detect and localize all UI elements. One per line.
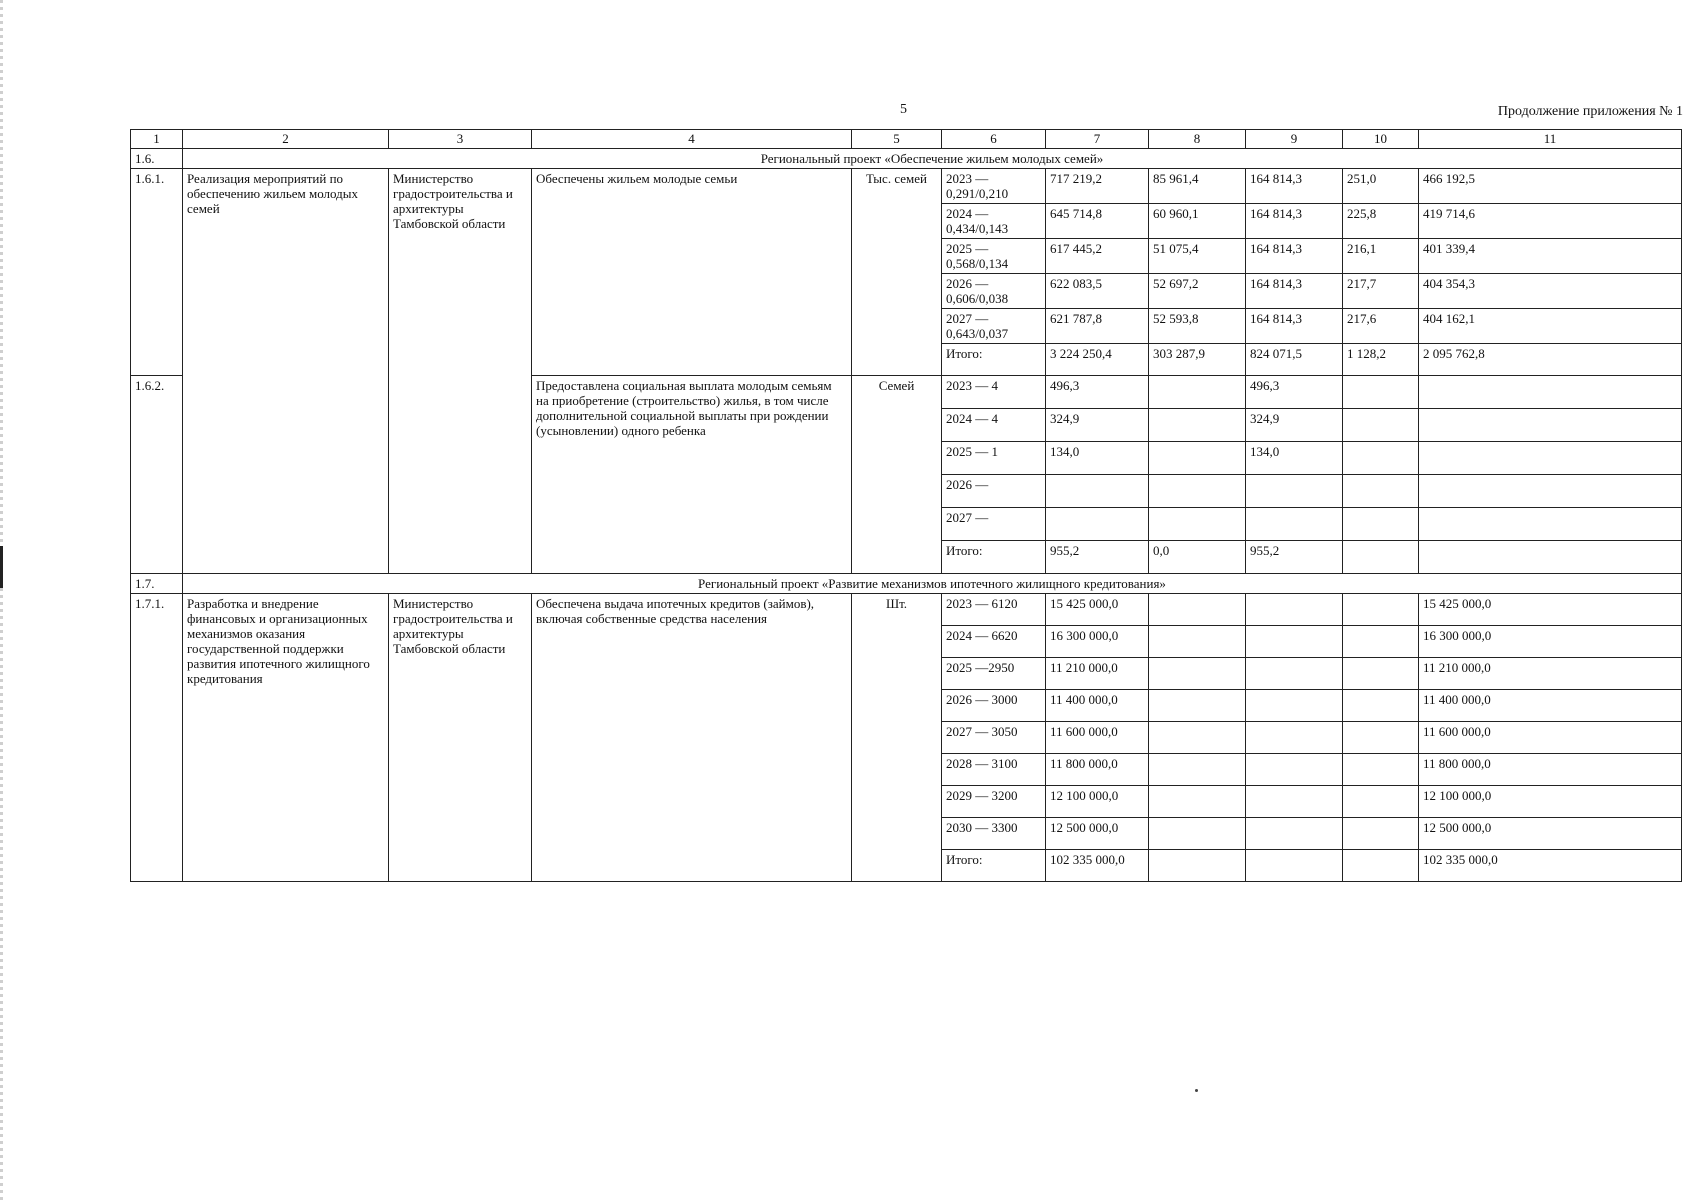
year-value-cell: 2025 —2950 xyxy=(942,658,1046,690)
total-amount-cell xyxy=(1046,475,1149,508)
amount-cell: 0,0 xyxy=(1149,541,1246,574)
measure-cell: Реализация мероприятий по обеспечению жильем молодых семей xyxy=(183,169,389,574)
measure-cell: Разработка и внедрение финансовых и организационных механизмов оказания государственной поддержки развития ипотечного жилищного кредитования xyxy=(183,594,389,882)
amount-cell xyxy=(1343,722,1419,754)
total-amount-cell: 955,2 xyxy=(1046,541,1149,574)
program-table xyxy=(130,129,1682,882)
year-value-cell: 2023 — 4 xyxy=(942,376,1046,409)
total-amount-cell: 11 800 000,0 xyxy=(1046,754,1149,786)
amount-cell xyxy=(1419,409,1682,442)
amount-cell xyxy=(1246,850,1343,882)
amount-cell xyxy=(1343,658,1419,690)
amount-cell xyxy=(1343,475,1419,508)
amount-cell: 216,1 xyxy=(1343,239,1419,274)
year-value-cell: 2026 — 0,606/0,038 xyxy=(942,274,1046,309)
amount-cell: 11 400 000,0 xyxy=(1419,690,1682,722)
total-amount-cell: 12 500 000,0 xyxy=(1046,818,1149,850)
column-header: 3 xyxy=(389,130,532,149)
section-code: 1.7. xyxy=(131,574,183,594)
amount-cell xyxy=(1343,626,1419,658)
amount-cell xyxy=(1149,626,1246,658)
total-label-cell: Итого: xyxy=(942,850,1046,882)
amount-cell: 404 162,1 xyxy=(1419,309,1682,344)
amount-cell xyxy=(1343,508,1419,541)
amount-cell xyxy=(1246,508,1343,541)
amount-cell: 164 814,3 xyxy=(1246,274,1343,309)
column-header: 8 xyxy=(1149,130,1246,149)
amount-cell: 217,7 xyxy=(1343,274,1419,309)
table-row xyxy=(131,169,1682,204)
total-amount-cell: 324,9 xyxy=(1046,409,1149,442)
amount-cell xyxy=(1419,376,1682,409)
year-value-cell: 2025 — 0,568/0,134 xyxy=(942,239,1046,274)
amount-cell: 12 100 000,0 xyxy=(1419,786,1682,818)
total-amount-cell: 621 787,8 xyxy=(1046,309,1149,344)
column-header: 11 xyxy=(1419,130,1682,149)
amount-cell xyxy=(1419,541,1682,574)
total-amount-cell: 11 210 000,0 xyxy=(1046,658,1149,690)
amount-cell: 164 814,3 xyxy=(1246,169,1343,204)
amount-cell: 11 600 000,0 xyxy=(1419,722,1682,754)
amount-cell: 52 697,2 xyxy=(1149,274,1246,309)
year-value-cell: 2027 — 3050 xyxy=(942,722,1046,754)
amount-cell xyxy=(1246,786,1343,818)
item-code: 1.6.1. xyxy=(131,169,183,376)
amount-cell: 52 593,8 xyxy=(1149,309,1246,344)
amount-cell xyxy=(1246,690,1343,722)
amount-cell: 303 287,9 xyxy=(1149,344,1246,376)
amount-cell xyxy=(1343,442,1419,475)
year-value-cell: 2023 — 0,291/0,210 xyxy=(942,169,1046,204)
column-header: 9 xyxy=(1246,130,1343,149)
year-value-cell: 2026 — 3000 xyxy=(942,690,1046,722)
column-header-row xyxy=(131,130,1682,149)
total-amount-cell: 496,3 xyxy=(1046,376,1149,409)
amount-cell xyxy=(1246,626,1343,658)
total-amount-cell: 12 100 000,0 xyxy=(1046,786,1149,818)
total-amount-cell xyxy=(1046,508,1149,541)
amount-cell: 824 071,5 xyxy=(1246,344,1343,376)
section-title: Региональный проект «Обеспечение жильем молодых семей» xyxy=(183,149,1682,169)
amount-cell: 466 192,5 xyxy=(1419,169,1682,204)
amount-cell xyxy=(1149,658,1246,690)
amount-cell: 15 425 000,0 xyxy=(1419,594,1682,626)
amount-cell xyxy=(1419,508,1682,541)
year-value-cell: 2029 — 3200 xyxy=(942,786,1046,818)
amount-cell xyxy=(1343,786,1419,818)
amount-cell: 955,2 xyxy=(1246,541,1343,574)
total-amount-cell: 16 300 000,0 xyxy=(1046,626,1149,658)
total-amount-cell: 11 400 000,0 xyxy=(1046,690,1149,722)
amount-cell: 85 961,4 xyxy=(1149,169,1246,204)
total-label-cell: Итого: xyxy=(942,541,1046,574)
total-amount-cell: 102 335 000,0 xyxy=(1046,850,1149,882)
continuation-label: Продолжение приложения № 1 xyxy=(1497,104,1683,119)
amount-cell xyxy=(1149,690,1246,722)
amount-cell xyxy=(1343,818,1419,850)
year-value-cell: 2027 — xyxy=(942,508,1046,541)
amount-cell: 401 339,4 xyxy=(1419,239,1682,274)
table-row xyxy=(131,594,1682,626)
column-header: 1 xyxy=(131,130,183,149)
column-header: 4 xyxy=(532,130,852,149)
year-value-cell: 2030 — 3300 xyxy=(942,818,1046,850)
amount-cell xyxy=(1149,409,1246,442)
total-amount-cell: 622 083,5 xyxy=(1046,274,1149,309)
year-value-cell: 2024 — 6620 xyxy=(942,626,1046,658)
section-row xyxy=(131,149,1682,169)
scan-edge xyxy=(0,0,3,1200)
amount-cell xyxy=(1149,754,1246,786)
section-row xyxy=(131,574,1682,594)
scan-mark xyxy=(0,546,3,588)
year-value-cell: 2025 — 1 xyxy=(942,442,1046,475)
executor-cell: Министерство градостроительства и архитектуры Тамбовской области xyxy=(389,169,532,574)
amount-cell xyxy=(1343,690,1419,722)
amount-cell: 2 095 762,8 xyxy=(1419,344,1682,376)
amount-cell xyxy=(1419,475,1682,508)
amount-cell: 164 814,3 xyxy=(1246,204,1343,239)
amount-cell xyxy=(1246,658,1343,690)
section-title: Региональный проект «Развитие механизмов ипотечного жилищного кредитования» xyxy=(183,574,1682,594)
unit-cell: Тыс. семей xyxy=(852,169,942,376)
executor-cell: Министерство градостроительства и архитектуры Тамбовской области xyxy=(389,594,532,882)
amount-cell xyxy=(1149,722,1246,754)
amount-cell: 11 210 000,0 xyxy=(1419,658,1682,690)
amount-cell: 217,6 xyxy=(1343,309,1419,344)
year-value-cell: 2026 — xyxy=(942,475,1046,508)
column-header: 5 xyxy=(852,130,942,149)
total-label-cell: Итого: xyxy=(942,344,1046,376)
unit-cell: Семей xyxy=(852,376,942,574)
amount-cell xyxy=(1149,376,1246,409)
amount-cell: 1 128,2 xyxy=(1343,344,1419,376)
year-value-cell: 2024 — 0,434/0,143 xyxy=(942,204,1046,239)
amount-cell xyxy=(1246,594,1343,626)
amount-cell: 60 960,1 xyxy=(1149,204,1246,239)
amount-cell xyxy=(1149,818,1246,850)
amount-cell: 251,0 xyxy=(1343,169,1419,204)
amount-cell: 496,3 xyxy=(1246,376,1343,409)
year-value-cell: 2024 — 4 xyxy=(942,409,1046,442)
amount-cell xyxy=(1149,475,1246,508)
amount-cell: 12 500 000,0 xyxy=(1419,818,1682,850)
amount-cell xyxy=(1246,722,1343,754)
total-amount-cell: 645 714,8 xyxy=(1046,204,1149,239)
column-header: 6 xyxy=(942,130,1046,149)
amount-cell xyxy=(1419,442,1682,475)
amount-cell: 102 335 000,0 xyxy=(1419,850,1682,882)
amount-cell xyxy=(1343,754,1419,786)
amount-cell xyxy=(1149,508,1246,541)
item-code: 1.6.2. xyxy=(131,376,183,574)
amount-cell: 225,8 xyxy=(1343,204,1419,239)
total-amount-cell: 15 425 000,0 xyxy=(1046,594,1149,626)
column-header: 2 xyxy=(183,130,389,149)
amount-cell xyxy=(1149,786,1246,818)
amount-cell: 11 800 000,0 xyxy=(1419,754,1682,786)
result-cell: Обеспечена выдача ипотечных кредитов (займов), включая собственные средства населения xyxy=(532,594,852,882)
column-header: 7 xyxy=(1046,130,1149,149)
year-value-cell: 2023 — 6120 xyxy=(942,594,1046,626)
amount-cell xyxy=(1149,594,1246,626)
amount-cell xyxy=(1343,376,1419,409)
result-cell: Обеспечены жильем молодые семьи xyxy=(532,169,852,376)
total-amount-cell: 3 224 250,4 xyxy=(1046,344,1149,376)
amount-cell: 16 300 000,0 xyxy=(1419,626,1682,658)
amount-cell: 51 075,4 xyxy=(1149,239,1246,274)
amount-cell xyxy=(1343,594,1419,626)
amount-cell xyxy=(1343,541,1419,574)
section-code: 1.6. xyxy=(131,149,183,169)
amount-cell: 324,9 xyxy=(1246,409,1343,442)
amount-cell xyxy=(1246,475,1343,508)
scan-speck xyxy=(1195,1089,1198,1092)
amount-cell xyxy=(1343,850,1419,882)
year-value-cell: 2027 — 0,643/0,037 xyxy=(942,309,1046,344)
amount-cell xyxy=(1149,442,1246,475)
year-value-cell: 2028 — 3100 xyxy=(942,754,1046,786)
amount-cell xyxy=(1246,754,1343,786)
total-amount-cell: 134,0 xyxy=(1046,442,1149,475)
amount-cell xyxy=(1246,818,1343,850)
total-amount-cell: 617 445,2 xyxy=(1046,239,1149,274)
amount-cell: 404 354,3 xyxy=(1419,274,1682,309)
amount-cell xyxy=(1149,850,1246,882)
amount-cell: 164 814,3 xyxy=(1246,309,1343,344)
amount-cell: 419 714,6 xyxy=(1419,204,1682,239)
amount-cell: 134,0 xyxy=(1246,442,1343,475)
amount-cell: 164 814,3 xyxy=(1246,239,1343,274)
page-number: 5 xyxy=(900,102,907,117)
amount-cell xyxy=(1343,409,1419,442)
column-header: 10 xyxy=(1343,130,1419,149)
result-cell: Предоставлена социальная выплата молодым семьям на приобретение (строительство) жилья, в том числе дополнительной социальной выплаты при рождении (усыновлении) одного ребенка xyxy=(532,376,852,574)
unit-cell: Шт. xyxy=(852,594,942,882)
item-code: 1.7.1. xyxy=(131,594,183,882)
total-amount-cell: 717 219,2 xyxy=(1046,169,1149,204)
total-amount-cell: 11 600 000,0 xyxy=(1046,722,1149,754)
